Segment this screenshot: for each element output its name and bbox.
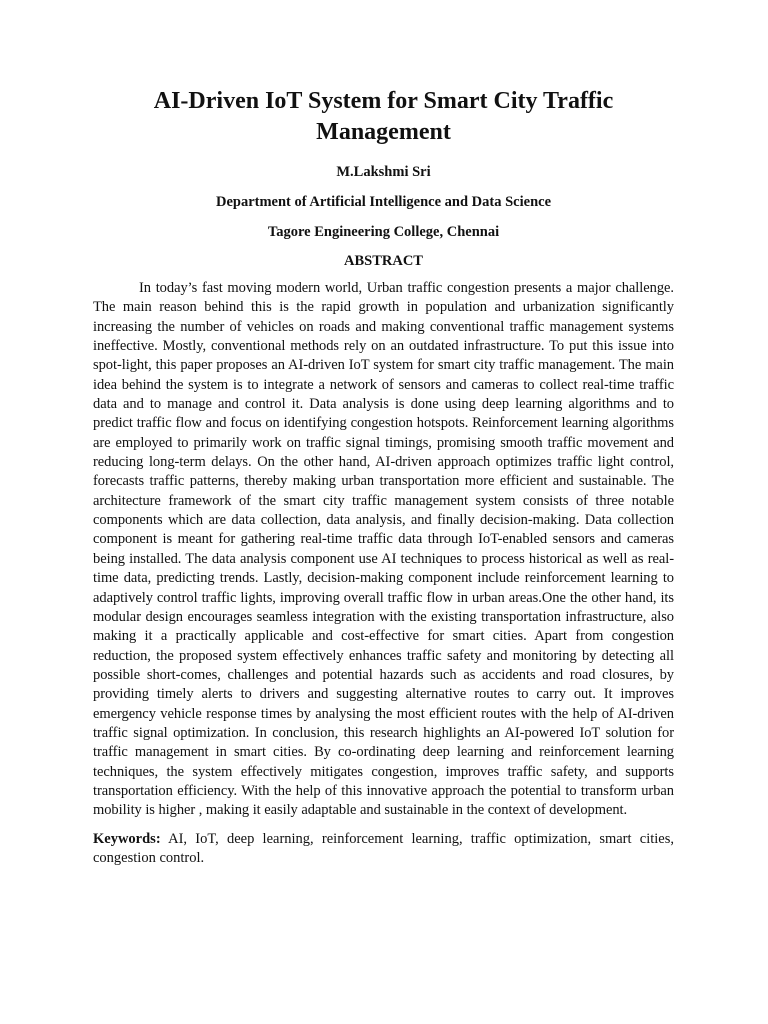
author-department: Department of Artificial Intelligence and Data Science: [215, 194, 552, 210]
abstract-body: In today’s fast moving modern world, Urban traffic congestion presents a major challenge. The main reason behind this is the rapid growth in population and urbanization significantly increasing the number of vehicles on roads and making conventional traffic management systems ineffective. Mostly, conventional methods rely on an outdated infrastructure. To put this issue into spot-light, this paper proposes an AI-driven IoT system for smart city traffic management. The main idea behind the system is to integrate a network of sensors and cameras to collect real-time traffic data and to manage and control it. Data analysis is done using deep learning algorithms and to predict traffic flow and focus on identifying congestion hotspots. Reinforcement learning algorithms are employed to primarily work on traffic signal timings, promising smooth traffic movement and reducing long-term delays. On the other hand, AI-driven approach optimizes traffic light control, forecasts traffic patterns, thereby making urban transportation more efficient and sustainable. The architecture framework of the smart city traffic management system consists of three notable components which are data collection, data analysis, and finally decision-making. Data collection component is meant for gathering real-time traffic data through IoT-enabled sensors and cameras being installed. The data analysis component use AI techniques to process historical as well as real-time data, predicting trends. Lastly, decision-making component include reinforcement learning to adaptively control traffic lights, improving overall traffic flow in urban areas.One the other hand, its modular design encourages seamless integration with the existing transportation infrastructure, also making it a practically applicable and cost-effective for smart cities. Apart from congestion reduction, the proposed system effectively enhances traffic safety and monitoring by detecting all possible short-comes, challenges and potential hazards such as accidents and road closures, by providing timely alerts to drivers and suggesting alternative routes to carry out. It improves emergency vehicle response times by analysing the most efficient routes with the help of AI-driven traffic signal optimization. In conclusion, this research highlights an AI-powered IoT solution for traffic management in smart cities. By co-ordinating deep learning and reinforcement learning techniques, the system effectively mitigates congestion, improves traffic safety, and supports transportation efficiency. With the help of this innovative approach the potential to transform urban mobility is higher , making it easily adaptable and sustainable in the context of development.: [93, 280, 674, 819]
keywords-label: Keywords:: [93, 830, 161, 847]
paper-page: [93, 86, 674, 868]
author-college: Tagore Engineering College, Chennai: [267, 224, 500, 240]
author-name: M.Lakshmi Sri: [336, 164, 431, 180]
paper-title: AI-Driven IoT System for Smart City Traffic Management: [153, 88, 614, 145]
keywords-list: AI, IoT, deep learning, reinforcement learning, traffic optimization, smart cities, congestion control.: [93, 830, 674, 866]
abstract-heading: ABSTRACT: [344, 253, 423, 269]
keywords-paragraph: [93, 830, 674, 869]
